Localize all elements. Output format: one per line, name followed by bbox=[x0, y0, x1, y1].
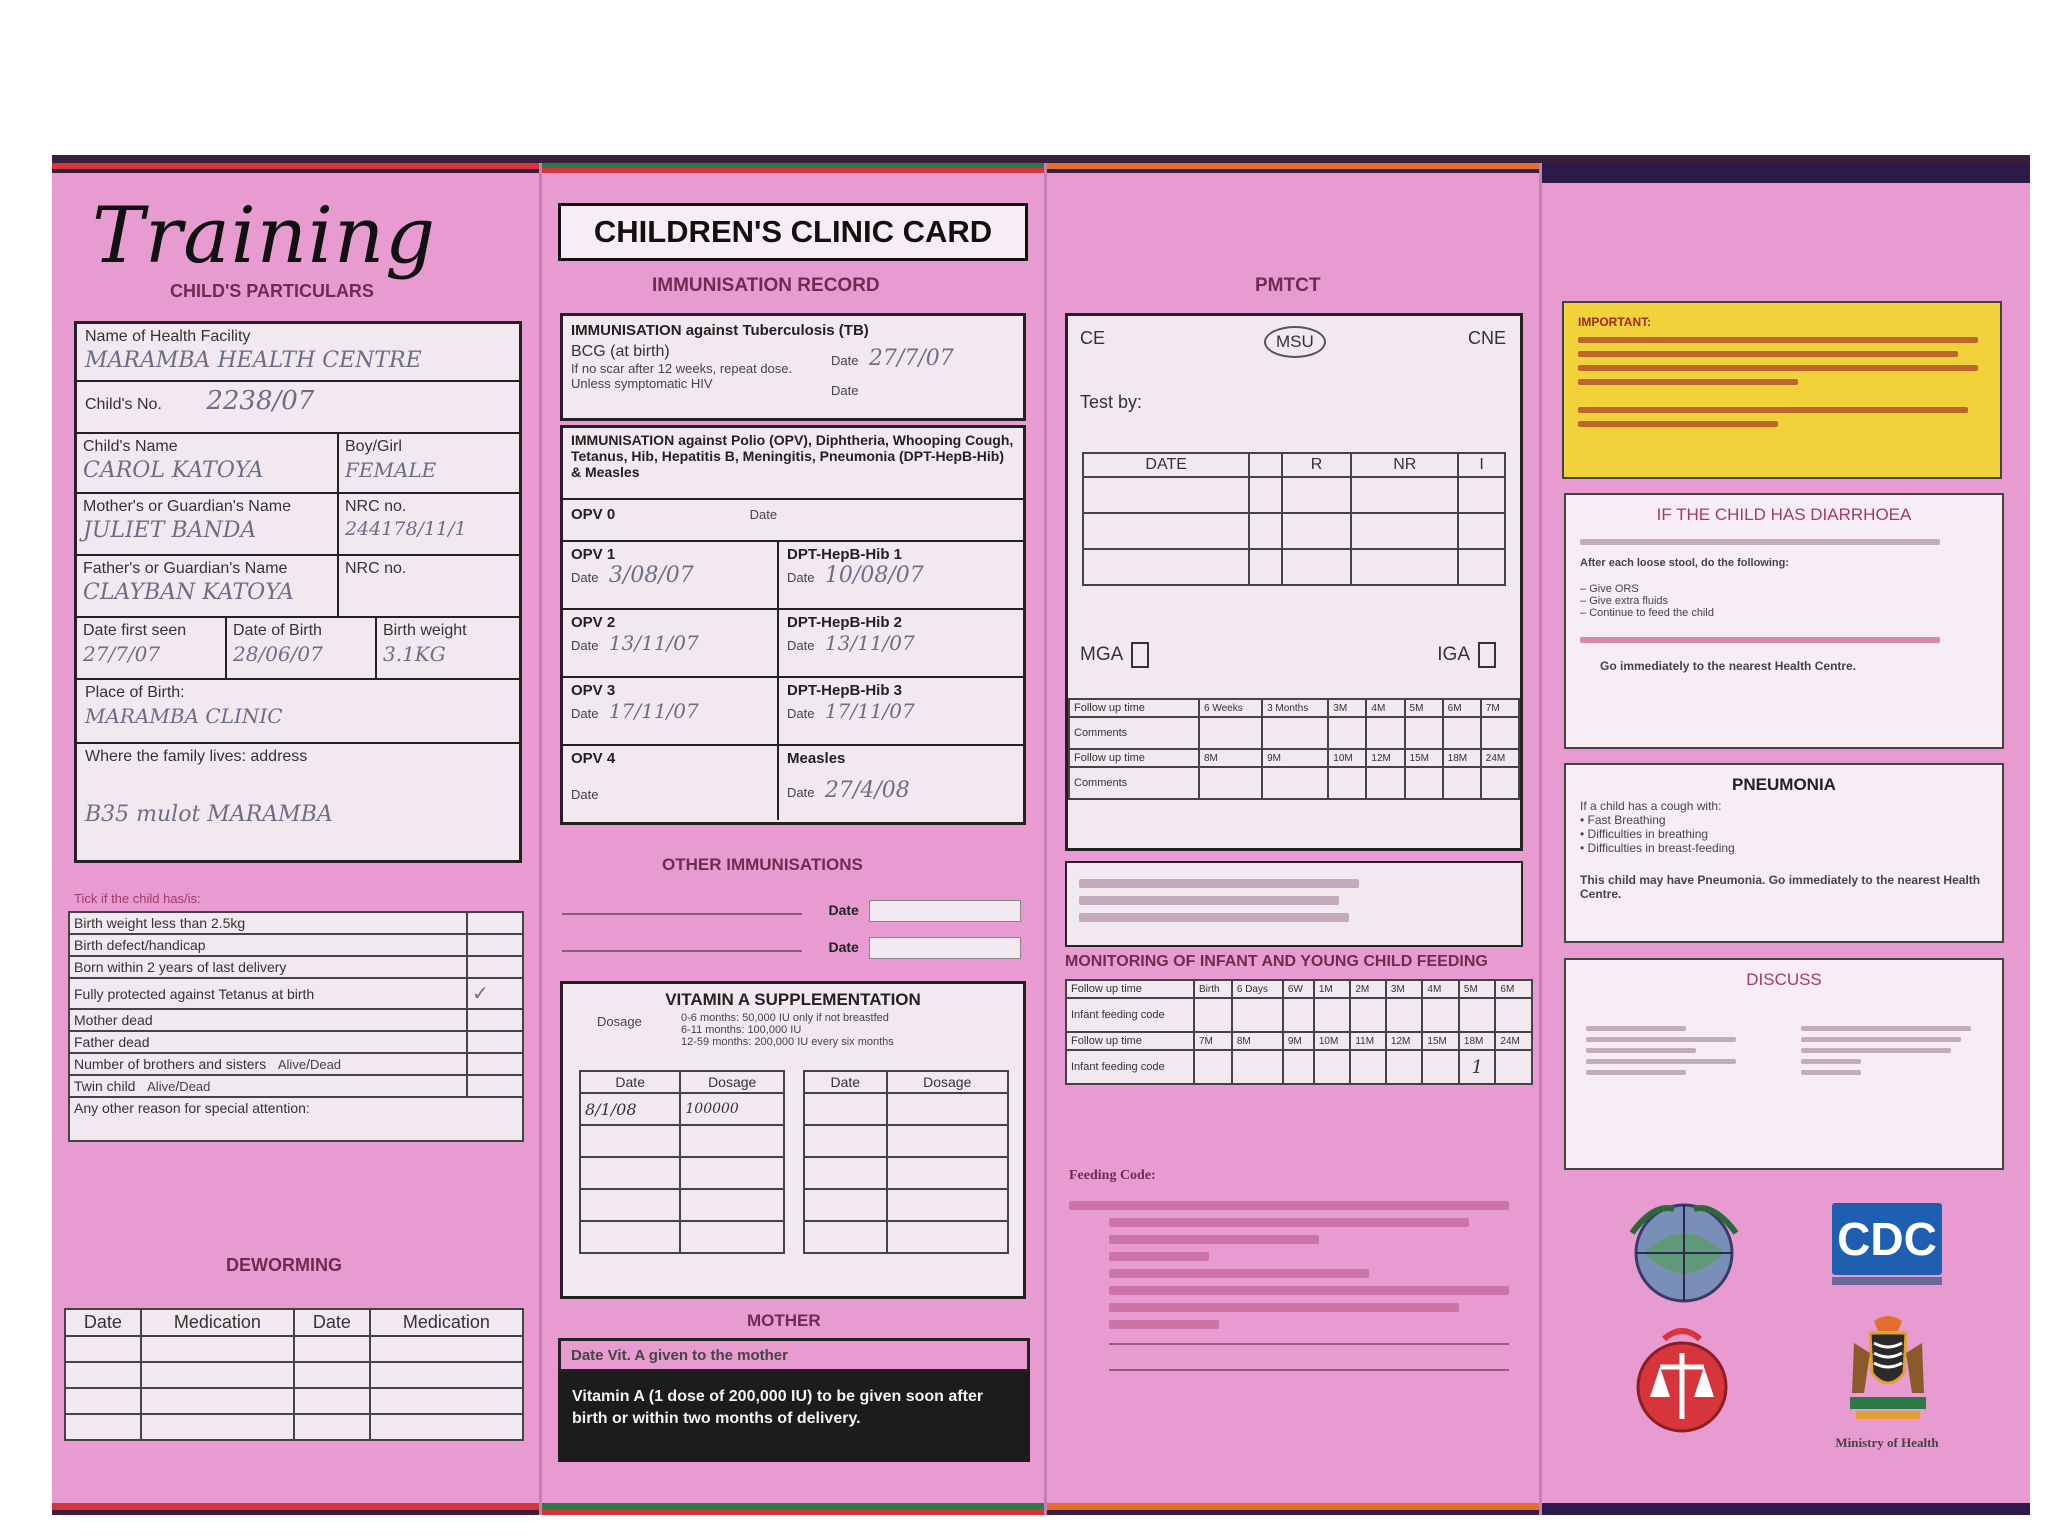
opv2-date: 13/11/07 bbox=[608, 631, 699, 655]
pneumonia-box: PNEUMONIA If a child has a cough with: • Fast Breathing • Difficulties in breathing • Difficulties in breast-feeding This child may have Pneumonia. Go immediately to the nearest Health Centre. bbox=[1564, 763, 2004, 943]
feeding-code-list bbox=[1069, 1193, 1519, 1371]
opv4-row: OPV 4 Date Measles Date 27/4/08 bbox=[563, 746, 1023, 820]
tick-row: Birth defect/handicap bbox=[69, 934, 523, 956]
child-name-value: CAROL KATOYA bbox=[83, 458, 264, 483]
deworming-title: DEWORMING bbox=[226, 1255, 342, 1275]
opv1-row: OPV 1 Date 3/08/07 DPT-HepB-Hib 1 Date 10/08/07 bbox=[563, 542, 1023, 610]
dpt1-date: 10/08/07 bbox=[824, 563, 924, 588]
dpt3-date: 17/11/07 bbox=[824, 699, 915, 723]
feeding-code-title: Feeding Code: bbox=[1069, 1168, 1156, 1183]
birth-weight-value: 3.1KG bbox=[383, 642, 446, 666]
feeding-table: Follow up time Birth 6 Days 6W 1M 2M 3M 4M 5M 6M Infant feeding code Follow up time 7M 8M 9M 10M 11M 12M 15M 18M 24M Infant feeding code 1 bbox=[1065, 979, 1533, 1085]
mother-title: MOTHER bbox=[747, 1311, 821, 1330]
other-imm-title: OTHER IMMUNISATIONS bbox=[662, 855, 863, 874]
referral-box bbox=[1065, 861, 1523, 947]
place-birth-row: Place of Birth: MARAMBA CLINIC bbox=[77, 680, 519, 744]
opv2-row: OPV 2 Date 13/11/07 DPT-HepB-Hib 2 Date 13/11/07 bbox=[563, 610, 1023, 678]
vit-dose-1: 100000 bbox=[680, 1093, 784, 1125]
handwritten-title: Training bbox=[92, 191, 437, 281]
panel-pmtct bbox=[1047, 163, 1542, 1515]
dpt2-date: 13/11/07 bbox=[824, 631, 915, 655]
panel-immunisation bbox=[542, 163, 1047, 1515]
mother-name-value: JULIET BANDA bbox=[83, 518, 257, 543]
discuss-box: DISCUSS bbox=[1564, 958, 2004, 1170]
diarrhoea-box: IF THE CHILD HAS DIARRHOEA After each loose stool, do the following: – Give ORS – Give extra fluids – Continue to feed the child Go immediately to the nearest Health Centre. bbox=[1564, 493, 2004, 749]
tick-row: Any other reason for special attention: bbox=[69, 1097, 523, 1141]
other-imm-lines: Date Date bbox=[562, 893, 1022, 959]
opv3-date: 17/11/07 bbox=[608, 699, 699, 723]
bottom-band bbox=[542, 1503, 1044, 1515]
bottom-band bbox=[1047, 1503, 1539, 1515]
mother-vit-note: Vitamin A (1 dose of 200,000 IU) to be given soon after birth or within two months of delivery. bbox=[558, 1372, 1030, 1462]
tick-row: Born within 2 years of last delivery bbox=[69, 956, 523, 978]
panel-health-advice bbox=[1542, 163, 2030, 1515]
cdc-logo: CDC bbox=[1832, 1203, 1942, 1275]
address-row: Where the family lives: address B35 mulot MARAMBA bbox=[77, 744, 519, 839]
particulars-box bbox=[74, 321, 522, 863]
panel-childs-particulars bbox=[52, 163, 542, 1515]
measles-date: 27/4/08 bbox=[824, 778, 910, 803]
polio-block: IMMUNISATION against Polio (OPV), Diphtheria, Whooping Cough, Tetanus, Hib, Hepatitis B, Meningitis, Pneumonia (DPT-HepB-Hib) & Measles OPV 0 Date OPV 1 Date 3/08/07 DPT-HepB-Hib 1 Date 10/08/07 OPV 2 Date 13/11/07 DPT-HepB-Hib 2 Date 13/11/07 OPV 3 Date 17/11/07 DPT-HepB-Hib 3 Date 17/11/07 OPV 4 Date Measles Date 27/4/08 bbox=[560, 425, 1026, 825]
vitamin-table-right: Date Dosage bbox=[803, 1070, 1009, 1254]
feeding-code-mark: 1 bbox=[1459, 1050, 1496, 1084]
tick-row: Mother dead bbox=[69, 1009, 523, 1031]
tick-table bbox=[68, 911, 524, 1142]
test-table: DATE R NR I bbox=[1082, 452, 1506, 586]
sex-value: FEMALE bbox=[345, 458, 437, 482]
dob-value: 28/06/07 bbox=[233, 642, 323, 666]
pmtct-title: PMTCT bbox=[1255, 275, 1321, 296]
scales-logo-icon bbox=[1634, 1323, 1730, 1443]
pmtct-box: CE MSU CNE Test by: DATE R NR I MGA IGA Follow up time 6 Weeks 3 Months 3M 4M 5M 6M 7M Comments Follow up time 8M 9M 10M 12M 15M 18M 24M Comments bbox=[1065, 313, 1523, 851]
globe-logo-icon bbox=[1624, 1193, 1744, 1313]
tb-block: IMMUNISATION against Tuberculosis (TB) BCG (at birth) If no scar after 12 weeks, repeat dose. Unless symptomatic HIV Date 27/7/07 Date bbox=[560, 313, 1026, 421]
mga-checkbox[interactable] bbox=[1131, 642, 1149, 668]
tick-title: Tick if the child has/is: bbox=[74, 891, 201, 906]
child-no-value: 2238/07 bbox=[206, 386, 315, 416]
opv1-date: 3/08/07 bbox=[608, 563, 694, 588]
tick-mark: ✓ bbox=[467, 978, 523, 1009]
card-title: CHILDREN'S CLINIC CARD bbox=[558, 203, 1028, 261]
bottom-band bbox=[1542, 1503, 2030, 1515]
health-facility-value: MARAMBA HEALTH CENTRE bbox=[85, 348, 422, 373]
vitamin-table-left: Date Dosage 8/1/08 100000 bbox=[579, 1070, 785, 1254]
opv3-row: OPV 3 Date 17/11/07 DPT-HepB-Hib 3 Date 17/11/07 bbox=[563, 678, 1023, 746]
address-value: B35 mulot MARAMBA bbox=[85, 802, 333, 827]
mother-nrc-value: 244178/11/1 bbox=[345, 518, 467, 540]
tick-row: Number of brothers and sisters Alive/Dead bbox=[69, 1053, 523, 1075]
iga-checkbox[interactable] bbox=[1478, 642, 1496, 668]
top-band bbox=[1542, 163, 2030, 183]
deworming-table: Date Medication Date Medication bbox=[64, 1308, 524, 1441]
section-title: CHILD'S PARTICULARS bbox=[170, 281, 374, 301]
mother-vit-field: Date Vit. A given to the mother bbox=[558, 1338, 1030, 1372]
place-birth-value: MARAMBA CLINIC bbox=[85, 704, 283, 728]
tick-row: Birth weight less than 2.5kg bbox=[69, 912, 523, 934]
vitamin-a-block: VITAMIN A SUPPLEMENTATION Dosage 0-6 months: 50,000 IU only if not breastfed 6-11 months: 100,000 IU 12-59 months: 200,000 IU every six months Date Dosage 8/1/08 100000 Date Dosage bbox=[560, 981, 1026, 1299]
mother-row: Mother's or Guardian's Name JULIET BANDA NRC no. 244178/11/1 bbox=[77, 494, 519, 556]
vit-date-1: 8/1/08 bbox=[580, 1093, 680, 1125]
bottom-band bbox=[52, 1503, 539, 1515]
followup-table: Follow up time 6 Weeks 3 Months 3M 4M 5M 6M 7M Comments Follow up time 8M 9M 10M 12M 15M 18M 24M Comments bbox=[1068, 698, 1520, 800]
tick-row: Fully protected against Tetanus at birth ✓ bbox=[69, 978, 523, 1009]
father-name-value: CLAYBAN KATOYA bbox=[83, 580, 294, 605]
feeding-monitor-title: MONITORING OF INFANT AND YOUNG CHILD FEEDING bbox=[1065, 953, 1488, 970]
child-name-row: Child's Name CAROL KATOYA Boy/Girl FEMALE bbox=[77, 434, 519, 494]
child-no-row: Child's No. 2238/07 bbox=[77, 382, 519, 434]
important-box: IMPORTANT: bbox=[1562, 301, 2002, 479]
top-band bbox=[52, 163, 539, 173]
opv0-row: OPV 0 Date bbox=[563, 500, 1023, 542]
imm-record-title: IMMUNISATION RECORD bbox=[652, 275, 880, 296]
bcg-date: 27/7/07 bbox=[868, 346, 954, 371]
ministry-label: Ministry of Health bbox=[1835, 1435, 1939, 1450]
top-band bbox=[542, 163, 1044, 173]
health-facility-row: Name of Health Facility MARAMBA HEALTH CENTRE bbox=[77, 324, 519, 382]
coat-of-arms-icon bbox=[1840, 1313, 1936, 1423]
tick-row: Father dead bbox=[69, 1031, 523, 1053]
father-row: Father's or Guardian's Name CLAYBAN KATOYA NRC no. bbox=[77, 556, 519, 618]
msu-circled: MSU bbox=[1264, 326, 1326, 358]
dates-row: Date first seen 27/7/07 Date of Birth 28/06/07 Birth weight 3.1KG bbox=[77, 618, 519, 680]
clinic-card bbox=[52, 155, 2030, 1515]
date-first-seen-value: 27/7/07 bbox=[83, 642, 161, 666]
tick-row: Twin child Alive/Dead bbox=[69, 1075, 523, 1097]
top-band bbox=[1047, 163, 1539, 173]
